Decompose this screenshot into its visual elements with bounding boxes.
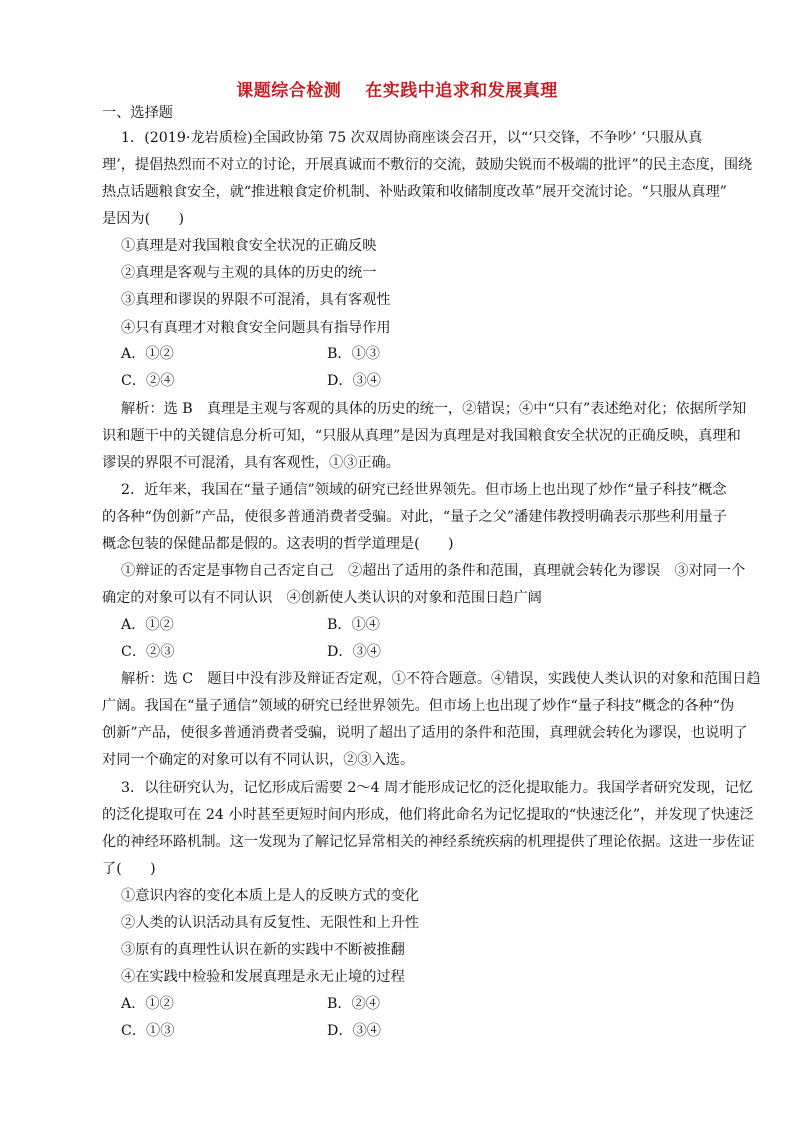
q1-analysis-line: 解析：选 B 真理是主观与客观的具体的历史的统一，②错误；④中“只有”表述绝对化；依据所学知 bbox=[121, 401, 747, 417]
q1-stem-line: 热点话题粮食安全，就“推进粮食定价机制、补贴政策和收储制度改革”展开交流讨论。“只服从真理” bbox=[102, 184, 727, 200]
q2-option-a: A．①② bbox=[121, 617, 174, 633]
q3-option-a: A．①② bbox=[121, 996, 174, 1012]
q2-analysis-line: 创新”产品，使很多普通消费者受骗，说明了超出了适用的条件和范围，真理就会转化为谬误，也说明了 bbox=[102, 725, 748, 741]
q1-analysis-line: 谬误的界限不可混淆，具有客观性，①③正确。 bbox=[102, 455, 400, 471]
q2-item: 确定的对象可以有不同认识 ④创新使人类认识的对象和范围日趋广阔 bbox=[102, 590, 542, 606]
q2-stem-line: 概念包装的保健品都是假的。这表明的哲学道理是( ) bbox=[102, 536, 454, 552]
q2-stem-line: 的各种“伪创新”产品，使很多普通消费者受骗。对此，“量子之父”潘建伟教授明确表示那些利用量子 bbox=[102, 509, 727, 525]
q1-analysis-line: 识和题干中的关键信息分析可知，“只服从真理”是因为真理是对我国粮食安全状况的正确反映，真理和 bbox=[102, 428, 741, 444]
q3-stem-line: 的泛化提取可在 24 小时甚至更短时间内形成，他们将此命名为记忆提取的“快速泛化”，并发现了快速泛 bbox=[102, 807, 754, 823]
q3-item: ②人类的认识活动具有反复性、无限性和上升性 bbox=[121, 915, 419, 931]
q2-analysis-line: 解析：选 C 题目中没有涉及辩证否定观，①不符合题意。④错误，实践使人类认识的对象和范围日趋 bbox=[121, 671, 761, 687]
q3-item: ③原有的真理性认识在新的实践中不断被推翻 bbox=[121, 942, 405, 958]
page-title: 课题综合检测 在实践中追求和发展真理 bbox=[236, 81, 558, 101]
q3-stem-line: 3．以往研究认为，记忆形成后需要 2～4 周才能形成记忆的泛化提取能力。我国学者研究发现，记忆 bbox=[121, 780, 753, 796]
q3-item: ①意识内容的变化本质上是人的反映方式的变化 bbox=[121, 888, 419, 904]
q1-option-b: B．①③ bbox=[327, 346, 380, 362]
q1-option-a: A．①② bbox=[121, 346, 174, 362]
q1-item: ③真理和谬误的界限不可混淆，具有客观性 bbox=[121, 292, 391, 308]
q1-stem-line: 1．(2019·龙岩质检)全国政协第 75 次双周协商座谈会召开，以“‘只交锋，不争吵’ ‘只服从真 bbox=[121, 130, 703, 146]
q3-option-d: D．③④ bbox=[327, 1023, 381, 1039]
q2-analysis-line: 广阔。我国在“量子通信”领域的研究已经世界领先。但市场上也出现了炒作“量子科技”概念的各种“伪 bbox=[102, 698, 735, 714]
q1-item: ④只有真理才对粮食安全问题具有指导作用 bbox=[121, 320, 391, 336]
q1-stem-line: 理’，提倡热烈而不对立的讨论，开展真诚而不敷衍的交流，鼓励尖锐而不极端的批评”的民主态度，围绕 bbox=[102, 157, 753, 173]
q1-item: ②真理是客观与主观的具体的历史的统一 bbox=[121, 265, 377, 281]
q2-option-c: C．②③ bbox=[121, 644, 175, 660]
q2-option-b: B．①④ bbox=[327, 617, 380, 633]
section-heading: 一、选择题 bbox=[102, 105, 173, 121]
q2-stem-line: 2．近年来，我国在“量子通信”领域的研究已经世界领先。但市场上也出现了炒作“量子科技”概念 bbox=[121, 482, 727, 498]
q1-item: ①真理是对我国粮食安全状况的正确反映 bbox=[121, 238, 377, 254]
q3-option-c: C．①③ bbox=[121, 1023, 175, 1039]
q3-option-b: B．②④ bbox=[327, 996, 380, 1012]
q1-option-c: C．②④ bbox=[121, 373, 175, 389]
q1-stem-line: 是因为( ) bbox=[102, 211, 185, 227]
q3-stem-line: 了( ) bbox=[102, 861, 156, 877]
q2-analysis-line: 对同一个确定的对象可以有不同认识，②③入选。 bbox=[102, 752, 415, 768]
q2-item: ①辩证的否定是事物自己否定自己 ②超出了适用的条件和范围，真理就会转化为谬误 ③对同一个 bbox=[121, 563, 746, 579]
q3-stem-line: 化的神经环路机制。这一发现为了解记忆异常相关的神经系统疾病的机理提供了理论依据。这进一步佐证 bbox=[102, 834, 755, 850]
q1-option-d: D．③④ bbox=[327, 373, 381, 389]
q3-item: ④在实践中检验和发展真理是永无止境的过程 bbox=[121, 969, 405, 985]
q2-option-d: D．③④ bbox=[327, 644, 381, 660]
